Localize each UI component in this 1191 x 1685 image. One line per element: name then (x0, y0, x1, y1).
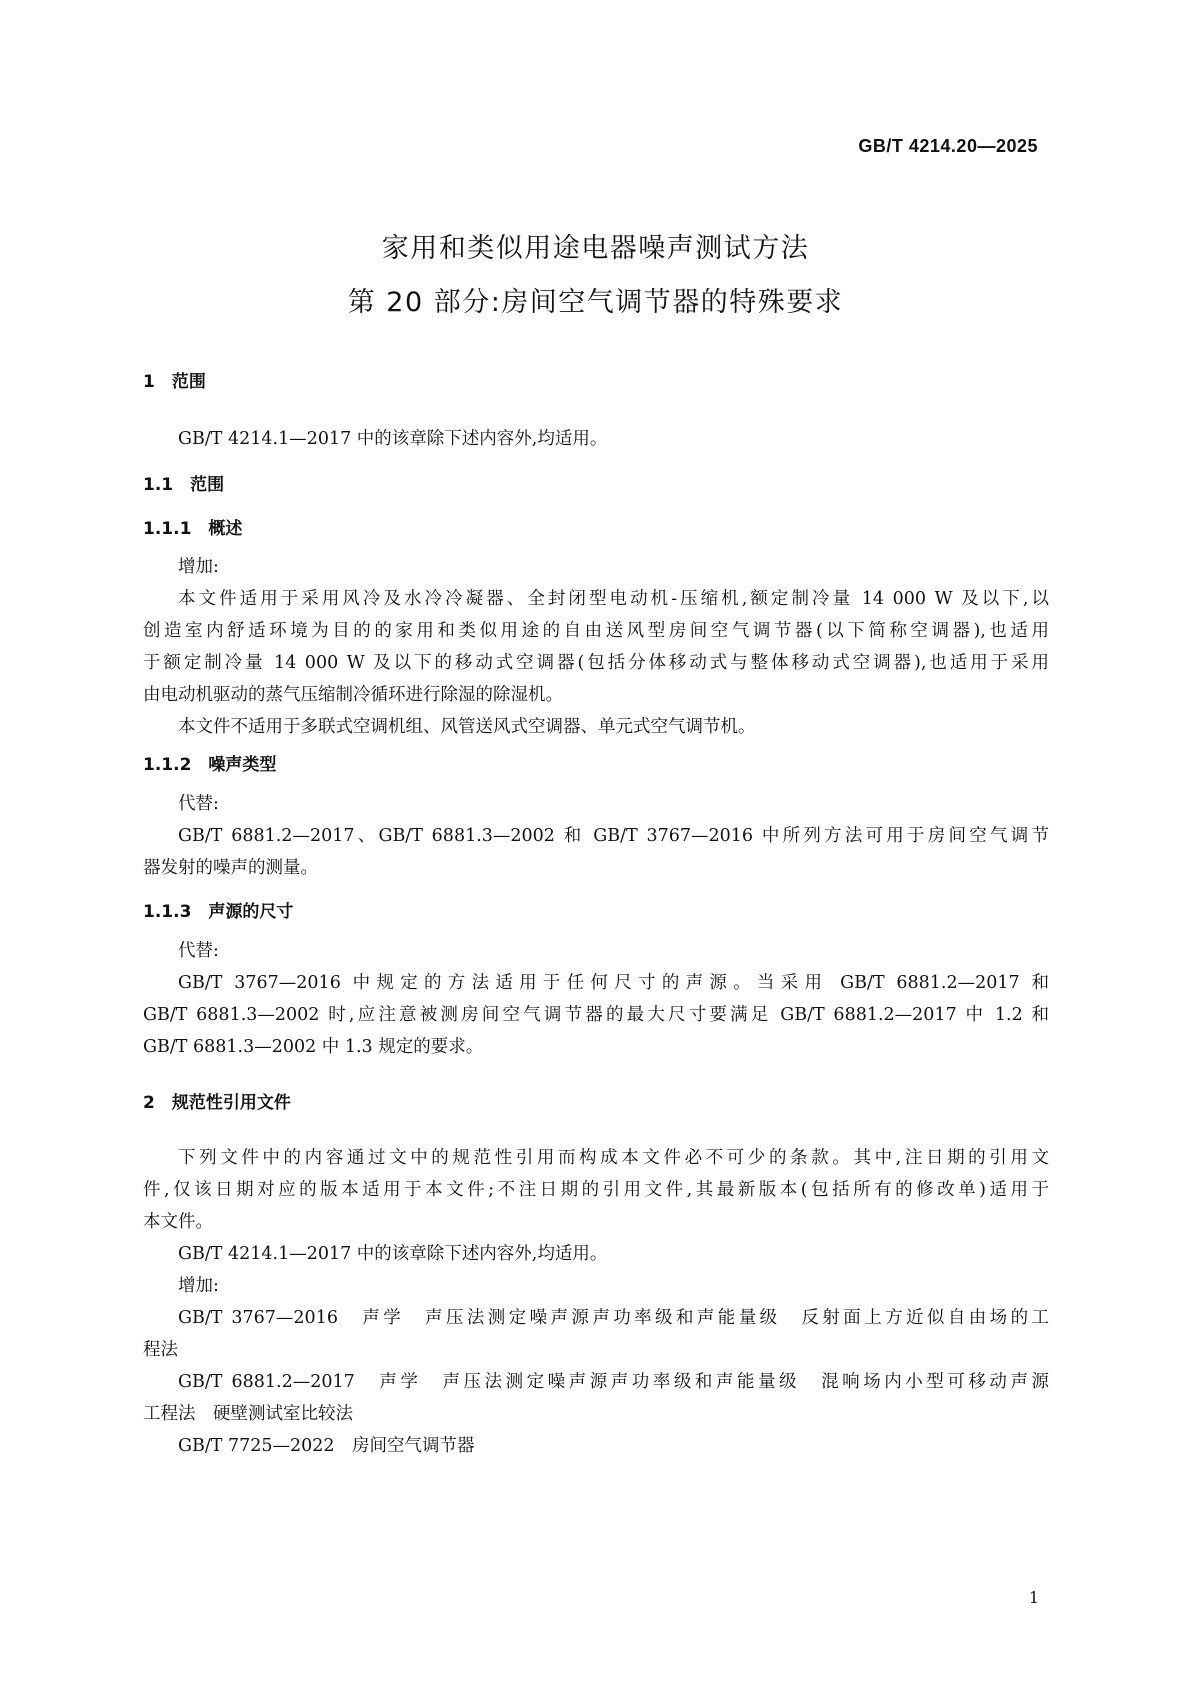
paragraph-line: 于额定制冷量 14 000 W 及以下的移动式空调器(包括分体移动式与整体移动式空调器),也适用于采用 (143, 653, 1049, 673)
section-1-1-heading: 1.1 范围 (143, 475, 225, 495)
reference-line: 程法 (143, 1340, 178, 1360)
replace-label: 代替: (178, 794, 219, 814)
reference-line: 工程法 硬壁测试室比较法 (143, 1404, 353, 1424)
paragraph-line: 下列文件中的内容通过文中的规范性引用而构成本文件必不可少的条款。其中,注日期的引用文 (178, 1148, 1049, 1168)
paragraph-line: GB/T 6881.2—2017、GB/T 6881.3—2002 和 GB/T 3767—2016 中所列方法可用于房间空气调节 (178, 826, 1049, 846)
paragraph-line: GB/T 4214.1—2017 中的该章除下述内容外,均适用。 (178, 429, 608, 449)
paragraph-line: 本文件。 (143, 1212, 213, 1232)
document-title-line2: 第 20 部分:房间空气调节器的特殊要求 (347, 287, 844, 318)
paragraph-line: 创造室内舒适环境为目的的家用和类似用途的自由送风型房间空气调节器(以下简称空调器),也适用 (143, 621, 1049, 641)
replace-label: 代替: (178, 941, 219, 961)
document-title-line1: 家用和类似用途电器噪声测试方法 (381, 233, 810, 264)
reference-line: GB/T 7725—2022 房间空气调节器 (178, 1436, 475, 1456)
standard-code: GB/T 4214.20—2025 (858, 136, 1038, 156)
add-label: 增加: (178, 1276, 219, 1296)
page-number: 1 (1028, 1588, 1039, 1607)
paragraph-line: GB/T 3767—2016 中规定的方法适用于任何尺寸的声源。当采用 GB/T 6881.2—2017 和 (178, 973, 1049, 993)
section-1-1-3-heading: 1.1.3 声源的尺寸 (143, 902, 294, 922)
reference-line: GB/T 3767—2016 声学 声压法测定噪声源声功率级和声能量级 反射面上方近似自由场的工 (178, 1308, 1049, 1328)
section-2-heading: 2 规范性引用文件 (143, 1093, 291, 1113)
section-2-body (143, 1142, 1049, 1462)
section-1-1-3-body (143, 935, 1049, 1063)
section-1-heading: 1 范围 (143, 372, 206, 392)
section-1-text (143, 423, 1049, 455)
paragraph-line: 件,仅该日期对应的版本适用于本文件;不注日期的引用文件,其最新版本(包括所有的修改单)适用于 (143, 1180, 1049, 1200)
paragraph-line: 本文件不适用于多联式空调机组、风管送风式空调器、单元式空气调节机。 (178, 717, 756, 737)
section-1-1-1-body (143, 551, 1049, 743)
paragraph-line: GB/T 6881.3—2002 中 1.3 规定的要求。 (143, 1037, 484, 1057)
paragraph-line: GB/T 6881.3—2002 时,应注意被测房间空气调节器的最大尺寸要满足 GB/T 6881.2—2017 中 1.2 和 (143, 1005, 1049, 1025)
section-1-1-1-heading: 1.1.1 概述 (143, 519, 243, 539)
reference-line: GB/T 6881.2—2017 声学 声压法测定噪声源声功率级和声能量级 混响场内小型可移动声源 (178, 1372, 1049, 1392)
section-1-1-2-heading: 1.1.2 噪声类型 (143, 755, 277, 775)
paragraph-line: 本文件适用于采用风冷及水冷冷凝器、全封闭型电动机-压缩机,额定制冷量 14 000 W 及以下,以 (178, 589, 1049, 609)
section-1-1-2-body (143, 788, 1049, 884)
paragraph-line: GB/T 4214.1—2017 中的该章除下述内容外,均适用。 (178, 1244, 608, 1264)
add-label: 增加: (178, 557, 219, 577)
paragraph-line: 由电动机驱动的蒸气压缩制冷循环进行除湿的除湿机。 (143, 685, 563, 705)
paragraph-line: 器发射的噪声的测量。 (143, 858, 318, 878)
